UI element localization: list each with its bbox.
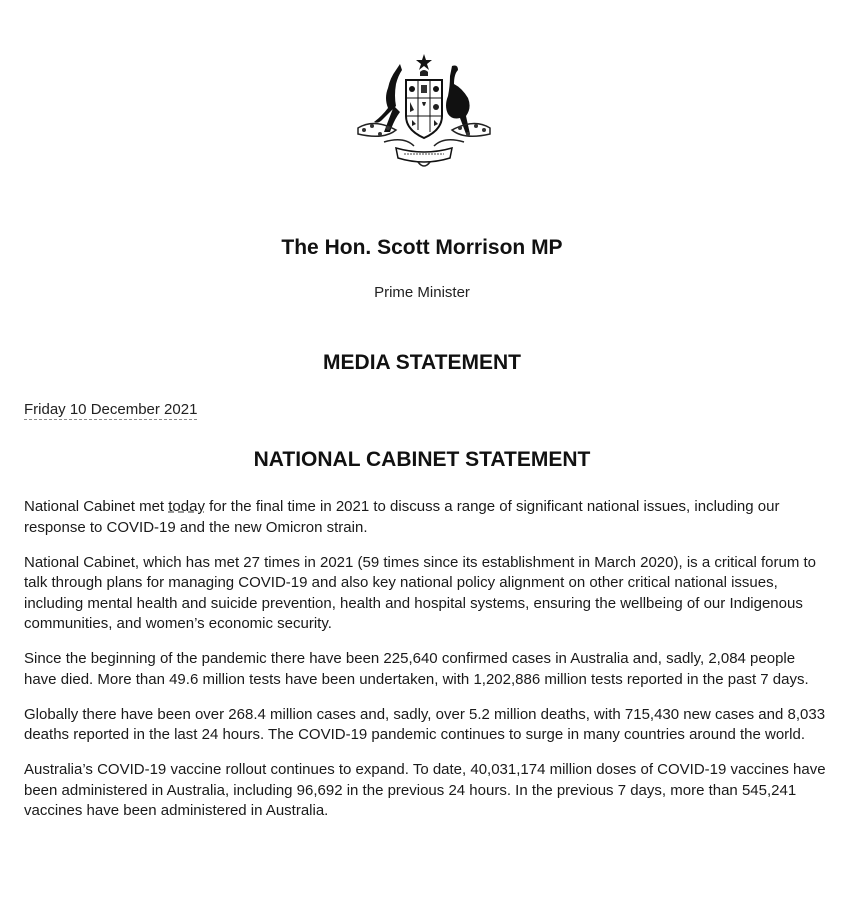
australian-coat-of-arms-icon (344, 50, 504, 172)
media-statement-heading: MEDIA STATEMENT (323, 351, 521, 374)
statement-body (24, 497, 830, 836)
paragraph-3: Since the beginning of the pandemic there have been 225,640 confirmed cases in Australia and, sadly, 2,084 people have died. More than 49.6 million tests have been undertaken, with 1,202,886 million tests reported in the past 7 days. (24, 650, 809, 688)
statement-title: NATIONAL CABINET STATEMENT (253, 448, 591, 471)
minister-role: Prime Minister (374, 284, 470, 301)
statement-date: Friday 10 December 2021 (24, 401, 198, 418)
paragraph-1-end: for the final time in 2021 to discuss a range of significant national issues, including our response to COVID-19 and the new Omicron strain. (24, 498, 780, 536)
paragraph-4: Globally there have been over 268.4 million cases and, sadly, over 5.2 million deaths, with 715,430 new cases and 8,033 deaths reported in the last 24 hours. The COVID-19 pandemic continues to surge in many countries around the world. (24, 705, 826, 743)
paragraph-2: National Cabinet, which has met 27 times in 2021 (59 times since its establishment in March 2020), is a critical forum to talk through plans for managing COVID-19 and also key national policy alignment on other critical national issues, including mental health and suicide prevention, health and hospital systems, ensuring the wellbeing of our Indigenous communities, and women’s economic security. (24, 553, 817, 632)
paragraph-1-start: National Cabinet met (24, 498, 169, 515)
paragraph-5: Australia’s COVID-19 vaccine rollout continues to expand. To date, 40,031,174 million doses of COVID-19 vaccines have been administered in Australia, including 96,692 in the previous 24 hours. In the previous 7 days, more than 545,241 vaccines have been administered in Australia. (24, 761, 826, 819)
today-link: today (168, 498, 205, 515)
minister-name: The Hon. Scott Morrison MP (281, 236, 563, 259)
paragraph-1 (24, 497, 830, 538)
